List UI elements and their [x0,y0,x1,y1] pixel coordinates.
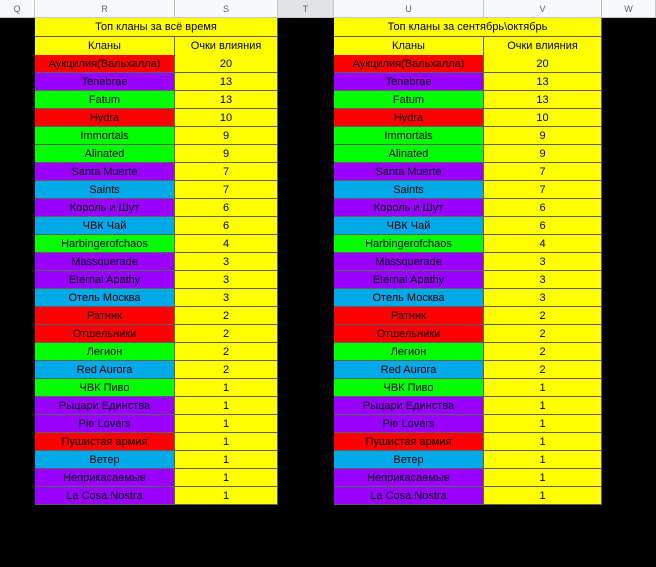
clan-name-cell[interactable]: Отель Москва [35,289,175,307]
column-header-u[interactable]: U [334,0,484,18]
influence-points-cell[interactable]: 13 [484,91,602,109]
clan-name-cell[interactable]: Fatum [334,91,484,109]
influence-points-cell[interactable]: 1 [175,415,278,433]
column-header-w[interactable]: W [602,0,656,18]
influence-points-cell[interactable]: 9 [175,145,278,163]
influence-points-cell[interactable]: 1 [484,379,602,397]
clan-name-cell[interactable]: Рыцари Единства [35,397,175,415]
clan-name-cell[interactable]: Ветер [334,451,484,469]
left-header-clans[interactable]: Кланы [35,37,175,56]
influence-points-cell[interactable]: 1 [175,487,278,505]
influence-points-cell[interactable]: 6 [175,217,278,235]
influence-points-cell[interactable]: 9 [484,127,602,145]
influence-points-cell[interactable]: 6 [484,199,602,217]
clan-name-cell[interactable]: Massquerade [35,253,175,271]
empty-column-t[interactable] [278,18,334,567]
clan-name-cell[interactable]: Отель Москва [334,289,484,307]
column-header-s[interactable]: S [175,0,278,18]
clan-name-cell[interactable]: Eternal Apathy [334,271,484,289]
clan-name-cell[interactable]: Eternal Apathy [35,271,175,289]
influence-points-cell[interactable]: 2 [175,361,278,379]
clan-name-cell[interactable]: Tenebrae [334,73,484,91]
clan-name-cell[interactable]: Король и Шут [334,199,484,217]
clan-name-cell[interactable]: Saints [334,181,484,199]
clan-name-cell[interactable]: Immortals [35,127,175,145]
clan-name-cell[interactable]: Red Aurora [334,361,484,379]
influence-points-cell[interactable]: 1 [484,451,602,469]
clan-name-cell[interactable]: Пушистая армия [35,433,175,451]
influence-points-cell[interactable]: 13 [175,73,278,91]
influence-points-cell[interactable]: 1 [175,433,278,451]
clan-name-cell[interactable]: ЧВК Чай [35,217,175,235]
influence-points-cell[interactable]: 3 [175,253,278,271]
influence-points-cell[interactable]: 2 [175,325,278,343]
influence-points-cell[interactable]: 3 [175,289,278,307]
clan-name-cell[interactable]: Ратник [334,307,484,325]
influence-points-cell[interactable]: 1 [175,469,278,487]
clan-name-cell[interactable]: Pie Lovers [35,415,175,433]
influence-points-cell[interactable]: 4 [175,235,278,253]
clan-name-cell[interactable]: Пушистая армия [334,433,484,451]
column-header-r[interactable]: R [35,0,175,18]
column-header-t[interactable]: T [278,0,334,18]
clan-name-cell[interactable]: Alinated [35,145,175,163]
influence-points-cell[interactable]: 6 [484,217,602,235]
clan-name-cell[interactable]: ЧВК Пиво [334,379,484,397]
clan-name-cell[interactable]: Отшельники [35,325,175,343]
clan-name-cell[interactable]: Saints [35,181,175,199]
clan-name-cell[interactable]: Tenebrae [35,73,175,91]
influence-points-cell[interactable]: 2 [175,343,278,361]
clan-name-cell[interactable]: Massquerade [334,253,484,271]
influence-points-cell[interactable]: 3 [484,253,602,271]
clan-name-cell[interactable]: Рыцари Единства [334,397,484,415]
influence-points-cell[interactable]: 7 [484,181,602,199]
column-header-q[interactable]: Q [0,0,35,18]
influence-points-cell[interactable]: 3 [175,271,278,289]
influence-points-cell[interactable]: 1 [175,397,278,415]
influence-points-cell[interactable]: 7 [175,181,278,199]
clan-name-cell[interactable]: Легион [35,343,175,361]
influence-points-cell[interactable]: 1 [484,487,602,505]
clan-name-cell[interactable]: La Cosa Nostra [35,487,175,505]
influence-points-cell[interactable]: 9 [484,145,602,163]
clan-name-cell[interactable]: Red Aurora [35,361,175,379]
clan-name-cell[interactable]: Неприкасаемые [334,469,484,487]
clan-name-cell[interactable]: Аукцилия(Вальхалла) [334,55,484,73]
clan-name-cell[interactable]: Pie Lovers [334,415,484,433]
influence-points-cell[interactable]: 4 [484,235,602,253]
clan-name-cell[interactable]: ЧВК Пиво [35,379,175,397]
clan-name-cell[interactable]: Santa Muerte [334,163,484,181]
clan-name-cell[interactable]: Alinated [334,145,484,163]
clan-name-cell[interactable]: Harbingerofchaos [35,235,175,253]
influence-points-cell[interactable]: 1 [175,379,278,397]
influence-points-cell[interactable]: 9 [175,127,278,145]
influence-points-cell[interactable]: 2 [175,307,278,325]
clan-name-cell[interactable]: Аукцилия(Вальхалла) [35,55,175,73]
clan-name-cell[interactable]: Ратник [35,307,175,325]
influence-points-cell[interactable]: 20 [175,55,278,73]
influence-points-cell[interactable]: 2 [484,361,602,379]
clan-name-cell[interactable]: Hydra [35,109,175,127]
clan-name-cell[interactable]: Hydra [334,109,484,127]
right-table-title[interactable]: Топ кланы за сентябрь\октябрь [334,18,602,37]
left-table-title[interactable]: Топ кланы за всё время [35,18,278,37]
influence-points-cell[interactable]: 1 [484,415,602,433]
column-header-v[interactable]: V [484,0,602,18]
influence-points-cell[interactable]: 2 [484,343,602,361]
influence-points-cell[interactable]: 1 [175,451,278,469]
influence-points-cell[interactable]: 1 [484,433,602,451]
clan-name-cell[interactable]: Легион [334,343,484,361]
left-header-points[interactable]: Очки влияния [175,37,278,56]
empty-column-w[interactable] [602,18,656,567]
clan-name-cell[interactable]: Отшельники [334,325,484,343]
clan-name-cell[interactable]: Неприкасаемые [35,469,175,487]
clan-name-cell[interactable]: Harbingerofchaos [334,235,484,253]
influence-points-cell[interactable]: 1 [484,469,602,487]
influence-points-cell[interactable]: 13 [484,73,602,91]
influence-points-cell[interactable]: 2 [484,325,602,343]
clan-name-cell[interactable]: ЧВК Чай [334,217,484,235]
influence-points-cell[interactable]: 1 [484,397,602,415]
clan-name-cell[interactable]: Immortals [334,127,484,145]
clan-name-cell[interactable]: Fatum [35,91,175,109]
influence-points-cell[interactable]: 10 [175,109,278,127]
clan-name-cell[interactable]: La Cosa Nostra [334,487,484,505]
clan-name-cell[interactable]: Король и Шут [35,199,175,217]
influence-points-cell[interactable]: 13 [175,91,278,109]
influence-points-cell[interactable]: 2 [484,307,602,325]
influence-points-cell[interactable]: 7 [175,163,278,181]
influence-points-cell[interactable]: 7 [484,163,602,181]
clan-name-cell[interactable]: Santa Muerte [35,163,175,181]
influence-points-cell[interactable]: 3 [484,271,602,289]
influence-points-cell[interactable]: 10 [484,109,602,127]
influence-points-cell[interactable]: 3 [484,289,602,307]
right-header-points[interactable]: Очки влияния [484,37,602,56]
influence-points-cell[interactable]: 6 [175,199,278,217]
right-header-clans[interactable]: Кланы [334,37,484,56]
clan-name-cell[interactable]: Ветер [35,451,175,469]
influence-points-cell[interactable]: 20 [484,55,602,73]
